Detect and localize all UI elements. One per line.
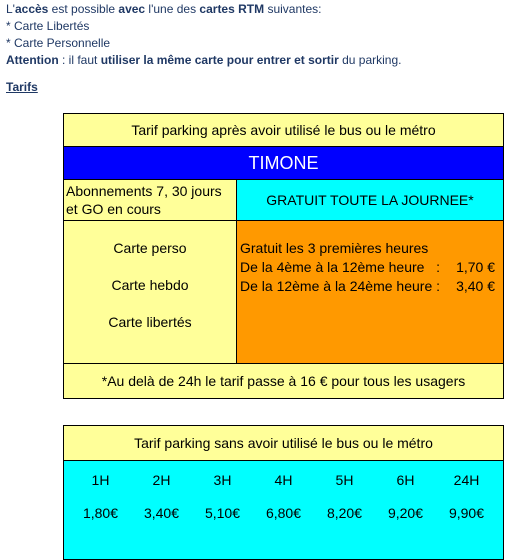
rate-row [240, 239, 495, 258]
intro-text-fragment: est possible [48, 2, 119, 16]
rate-label: Gratuit les 3 premières heures [240, 240, 429, 256]
rate-row [240, 258, 495, 277]
station-name: TIMONE [64, 147, 504, 180]
intro-text-fragment: l'une des [145, 2, 200, 16]
intro-bold-cartes: cartes RTM [199, 2, 265, 16]
tarif-table-with-bus [63, 113, 504, 399]
rates-cell [237, 221, 504, 364]
price-value: 5,10€ [204, 505, 241, 521]
card-type: Carte hebdo [111, 277, 189, 293]
attention-label: Attention [6, 53, 59, 67]
card-type: Carte libertés [108, 314, 192, 330]
durations-row [64, 472, 503, 488]
table2-header: Tarif parking sans avoir utilisé le bus ou le métro [64, 426, 504, 461]
abonnements-cell: Abonnements 7, 30 jours et GO en cours [64, 180, 237, 221]
rate-label: De la 12ème à la 24ème heure : [240, 278, 441, 294]
rate-price: 1,70 € [456, 259, 495, 275]
intro-text-fragment: L' [6, 2, 15, 16]
price-value: 9,20€ [387, 505, 424, 521]
price-value: 6,80€ [265, 505, 302, 521]
duration-label: 1H [91, 472, 110, 488]
prices-row [64, 505, 503, 521]
intro-line-access [6, 1, 518, 18]
intro-bold-acces: accès [14, 2, 49, 16]
tarifs-link[interactable]: Tarifs [6, 80, 38, 94]
duration-label: 2H [152, 472, 171, 488]
duration-label: 5H [335, 472, 354, 488]
price-value: 3,40€ [143, 505, 180, 521]
price-value: 1,80€ [82, 505, 119, 521]
intro-text-fragment: suivantes: [264, 2, 322, 16]
attention-bold: utiliser la même carte pour entrer et sortir [100, 53, 339, 67]
duration-label: 4H [274, 472, 293, 488]
duration-label: 6H [396, 472, 415, 488]
price-value: 8,20€ [326, 505, 363, 521]
intro-text-fragment: : il faut [58, 53, 101, 67]
price-value: 9,90€ [448, 505, 485, 521]
prices-cell [64, 461, 504, 560]
gratuit-cell: GRATUIT TOUTE LA JOURNEE* [237, 180, 504, 221]
intro-bold-avec: avec [118, 2, 146, 16]
intro-card-item: * Carte Libertés [6, 19, 90, 33]
rate-label: De la 4ème à la 12ème heure : [240, 259, 441, 275]
rate-price: 3,40 € [456, 278, 495, 294]
duration-label: 24H [453, 472, 480, 488]
intro-text [6, 1, 518, 69]
duration-label: 3H [213, 472, 232, 488]
table1-header: Tarif parking après avoir utilisé le bus ou le métro [64, 114, 504, 147]
intro-attention-line [6, 52, 518, 69]
intro-card-item: * Carte Personnelle [6, 36, 111, 50]
footnote: *Au delà de 24h le tarif passe à 16 € pour tous les usagers [64, 364, 504, 399]
intro-text-fragment: du parking. [338, 53, 402, 67]
cards-cell [64, 221, 237, 364]
rate-row [240, 277, 495, 296]
card-type: Carte perso [113, 240, 187, 256]
tarif-table-without-bus [63, 425, 504, 560]
